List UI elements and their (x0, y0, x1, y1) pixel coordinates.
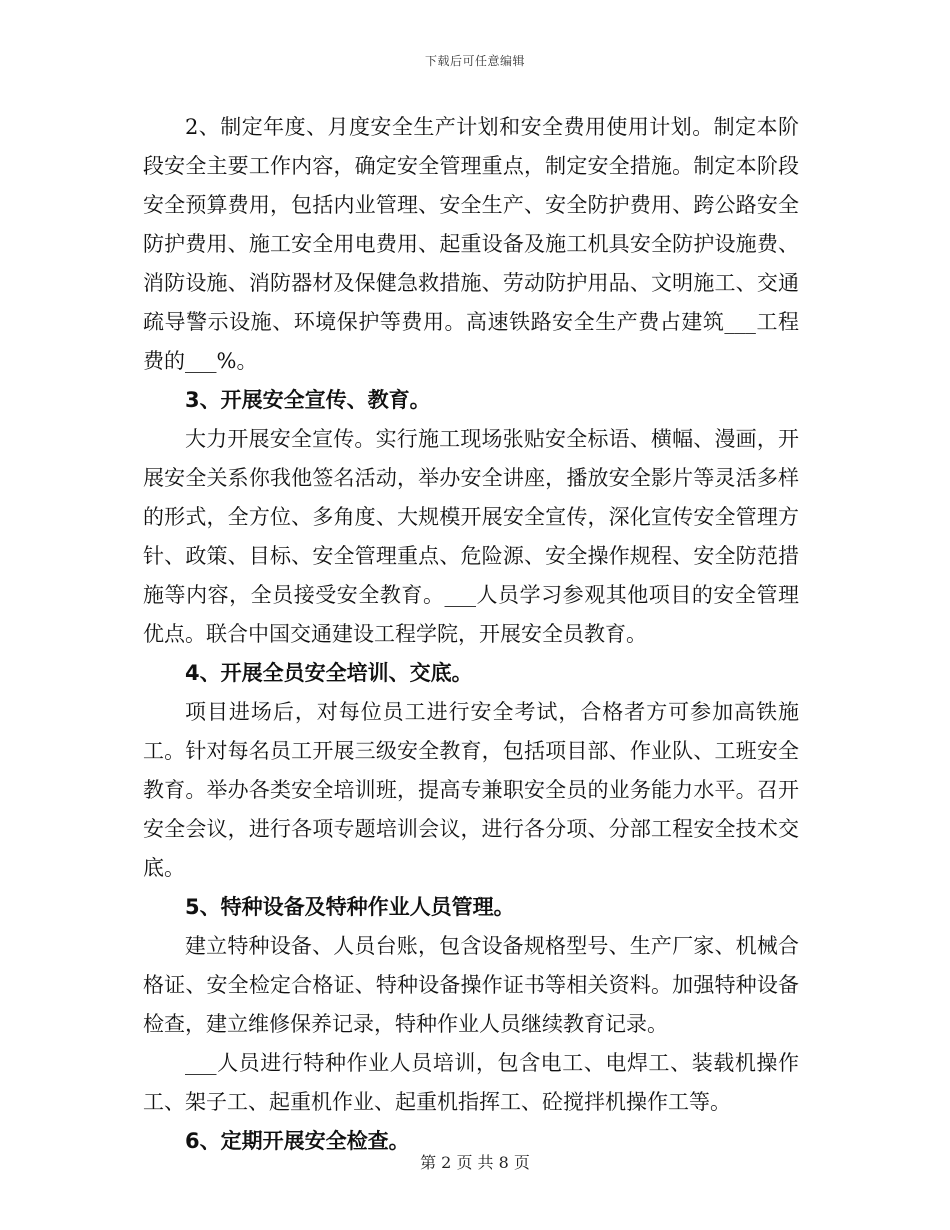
paragraph-publicity: 大力开展安全宣传。实行施工现场张贴安全标语、横幅、漫画，开展安全关系你我他签名活动，举办安全讲座，播放安全影片等灵活多样的形式，全方位、多角度、大规模开展安全宣传，深化宣传安全管理方针、政策、目标、安全管理重点、危险源、安全操作规程、安全防范措施等内容，全员接受安全教育。___人员学习参观其他项目的安全管理优点。联合中国交通建设工程学院，开展安全员教育。 (143, 427, 799, 646)
paragraph-special-equipment: 建立特种设备、人员台账，包含设备规格型号、生产厂家、机械合格证、安全检定合格证、特种设备操作证书等相关资料。加强特种设备检查，建立维修保养记录，特种作业人员继续教育记录。 (143, 934, 799, 1036)
section-heading-publicity: 3、开展安全宣传、教育。 (185, 388, 431, 412)
section-heading-inspection: 6、定期开展安全检查。 (185, 1129, 410, 1153)
section-heading-special-equipment: 5、特种设备及特种作业人员管理。 (185, 895, 515, 919)
page-number: 第 2 页 共 8 页 (420, 1153, 530, 1172)
page-header-note: 下载后可任意编辑 (424, 54, 525, 68)
section-heading-training: 4、开展全员安全培训、交底。 (185, 661, 473, 685)
paragraph-special-personnel: ___人员进行特种作业人员培训，包含电工、电焊工、装载机操作工、架子工、起重机作业、起重机指挥工、砼搅拌机操作工等。 (143, 1051, 799, 1114)
paragraph-safety-plan: 2、制定年度、月度安全生产计划和安全费用使用计划。制定本阶段安全主要工作内容，确定安全管理重点，制定安全措施。制定本阶段安全预算费用，包括内业管理、安全生产、安全防护费用、跨公路安全防护费用、施工安全用电费用、起重设备及施工机具安全防护设施费、消防设施、消防器材及保健急救措施、劳动防护用品、文明施工、交通疏导警示设施、环境保护等费用。高速铁路安全生产费占建筑___工程费的___%。 (143, 115, 799, 373)
paragraph-training: 项目进场后，对每位员工进行安全考试，合格者方可参加高铁施工。针对每名员工开展三级安全教育，包括项目部、作业队、工班安全教育。举办各类安全培训班，提高专兼职安全员的业务能力水平。召开安全会议，进行各项专题培训会议，进行各分项、分部工程安全技术交底。 (143, 700, 799, 880)
document-body (143, 108, 799, 1161)
